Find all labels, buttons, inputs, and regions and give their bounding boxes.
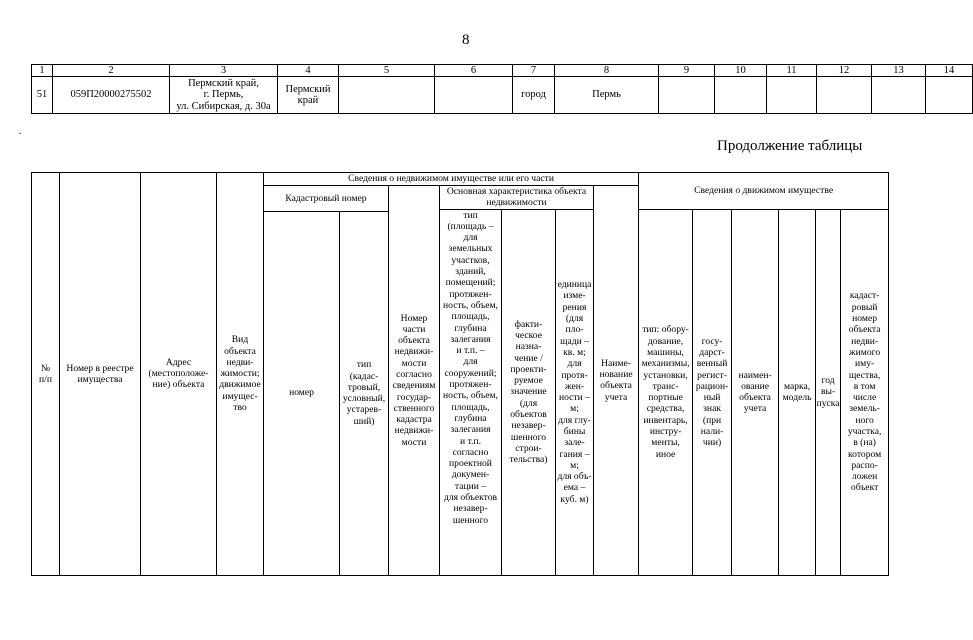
column-number: 5 bbox=[339, 65, 435, 77]
column-number: 4 bbox=[278, 65, 339, 77]
column-number: 2 bbox=[53, 65, 170, 77]
settlement-type: город bbox=[513, 77, 555, 114]
header-movable-year: год вы- пуска bbox=[816, 209, 841, 575]
header-row-number: № п/п bbox=[32, 173, 60, 576]
column-number: 11 bbox=[767, 65, 817, 77]
continuation-title: Продолжение таблицы bbox=[717, 138, 863, 154]
header-movable-name: наимен- ование объекта учета bbox=[732, 209, 779, 575]
header-registry-number: Номер в реестре имущества bbox=[60, 173, 141, 576]
header-cadastral-group: Кадастровый номер bbox=[264, 186, 389, 212]
table-cell bbox=[926, 77, 973, 114]
header-movable-brand: марка, модель bbox=[779, 209, 816, 575]
column-number: 7 bbox=[513, 65, 555, 77]
column-number: 9 bbox=[659, 65, 715, 77]
stray-mark: . bbox=[19, 126, 22, 137]
table-cell bbox=[715, 77, 767, 114]
header-char-unit: единица изме- рения (для пло- щади – кв. м; для протя- жен- ности – м; для глу- бины зале- гания – м; для объ- ема – куб. м) bbox=[556, 209, 594, 575]
column-number: 3 bbox=[170, 65, 278, 77]
header-cad-number: номер bbox=[264, 211, 340, 575]
table-row bbox=[32, 77, 973, 114]
column-number: 6 bbox=[435, 65, 513, 77]
table-cell bbox=[435, 77, 513, 114]
object-address: Пермский край, г. Пермь, ул. Сибирская, д. 30а bbox=[170, 77, 278, 114]
column-number-row bbox=[32, 65, 973, 77]
table-cell bbox=[659, 77, 715, 114]
header-realty-group: Сведения о недвижимом имуществе или его части bbox=[264, 173, 639, 186]
row-number: 51 bbox=[32, 77, 53, 114]
registry-table-top bbox=[31, 64, 973, 114]
table-cell bbox=[817, 77, 872, 114]
registry-number: 059П20000275502 bbox=[53, 77, 170, 114]
header-char-value: факти- ческое назна- чение / проекти- руемое значение (для объектов незавер- шенного строи- тельства) bbox=[502, 209, 556, 575]
header-cad-type: тип (кадас- тровый, условный, устарев- ший) bbox=[340, 211, 389, 575]
column-number: 8 bbox=[555, 65, 659, 77]
header-movable-group: Сведения о движимом имуществе bbox=[639, 173, 889, 210]
settlement-name: Пермь bbox=[555, 77, 659, 114]
header-movable-reg-sign: госу- дарст- венный регист- рацион- ный знак (при нали- чии) bbox=[693, 209, 732, 575]
column-number: 12 bbox=[817, 65, 872, 77]
table-cell bbox=[872, 77, 926, 114]
table-cell bbox=[339, 77, 435, 114]
header-movable-type: тип: обору- дование, машины, механизмы, установки, транс- портные средства, инвентарь, инстру- менты, иное bbox=[639, 209, 693, 575]
header-char-type: тип (площадь – для земельных участков, зданий, помещений; протяжен- ность, объем, площадь, глубина залегания и т.п. – для сооружений; протяжен- ность, объем, площадь, глубина залегания и т.п. согласно проектной докумен- тации – для объектов незавер- шенного bbox=[440, 209, 502, 575]
header-part-number: Номер части объекта недвижи- мости согласно сведениям государ- ственного кадастра недвижи- мости bbox=[389, 186, 440, 576]
header-movable-cadastral: кадаст- ровый номер объекта недви- жимого иму- щества, в том числе земель- ного участка, в (на) котором распо- ложен объект bbox=[841, 209, 889, 575]
header-address: Адрес (местоположе- ние) объекта bbox=[141, 173, 217, 576]
column-number: 14 bbox=[926, 65, 973, 77]
page-number: 8 bbox=[462, 32, 470, 48]
header-object-kind: Вид объекта недви- жимости; движимое имущес- тво bbox=[217, 173, 264, 576]
column-number: 1 bbox=[32, 65, 53, 77]
object-kind: Пермский край bbox=[278, 77, 339, 114]
header-object-name: Наиме- нование объекта учета bbox=[594, 186, 639, 576]
registry-table-header bbox=[31, 172, 889, 576]
column-number: 10 bbox=[715, 65, 767, 77]
table-cell bbox=[767, 77, 817, 114]
column-number: 13 bbox=[872, 65, 926, 77]
header-characteristics-group: Основная характеристика объекта недвижимости bbox=[440, 186, 594, 210]
